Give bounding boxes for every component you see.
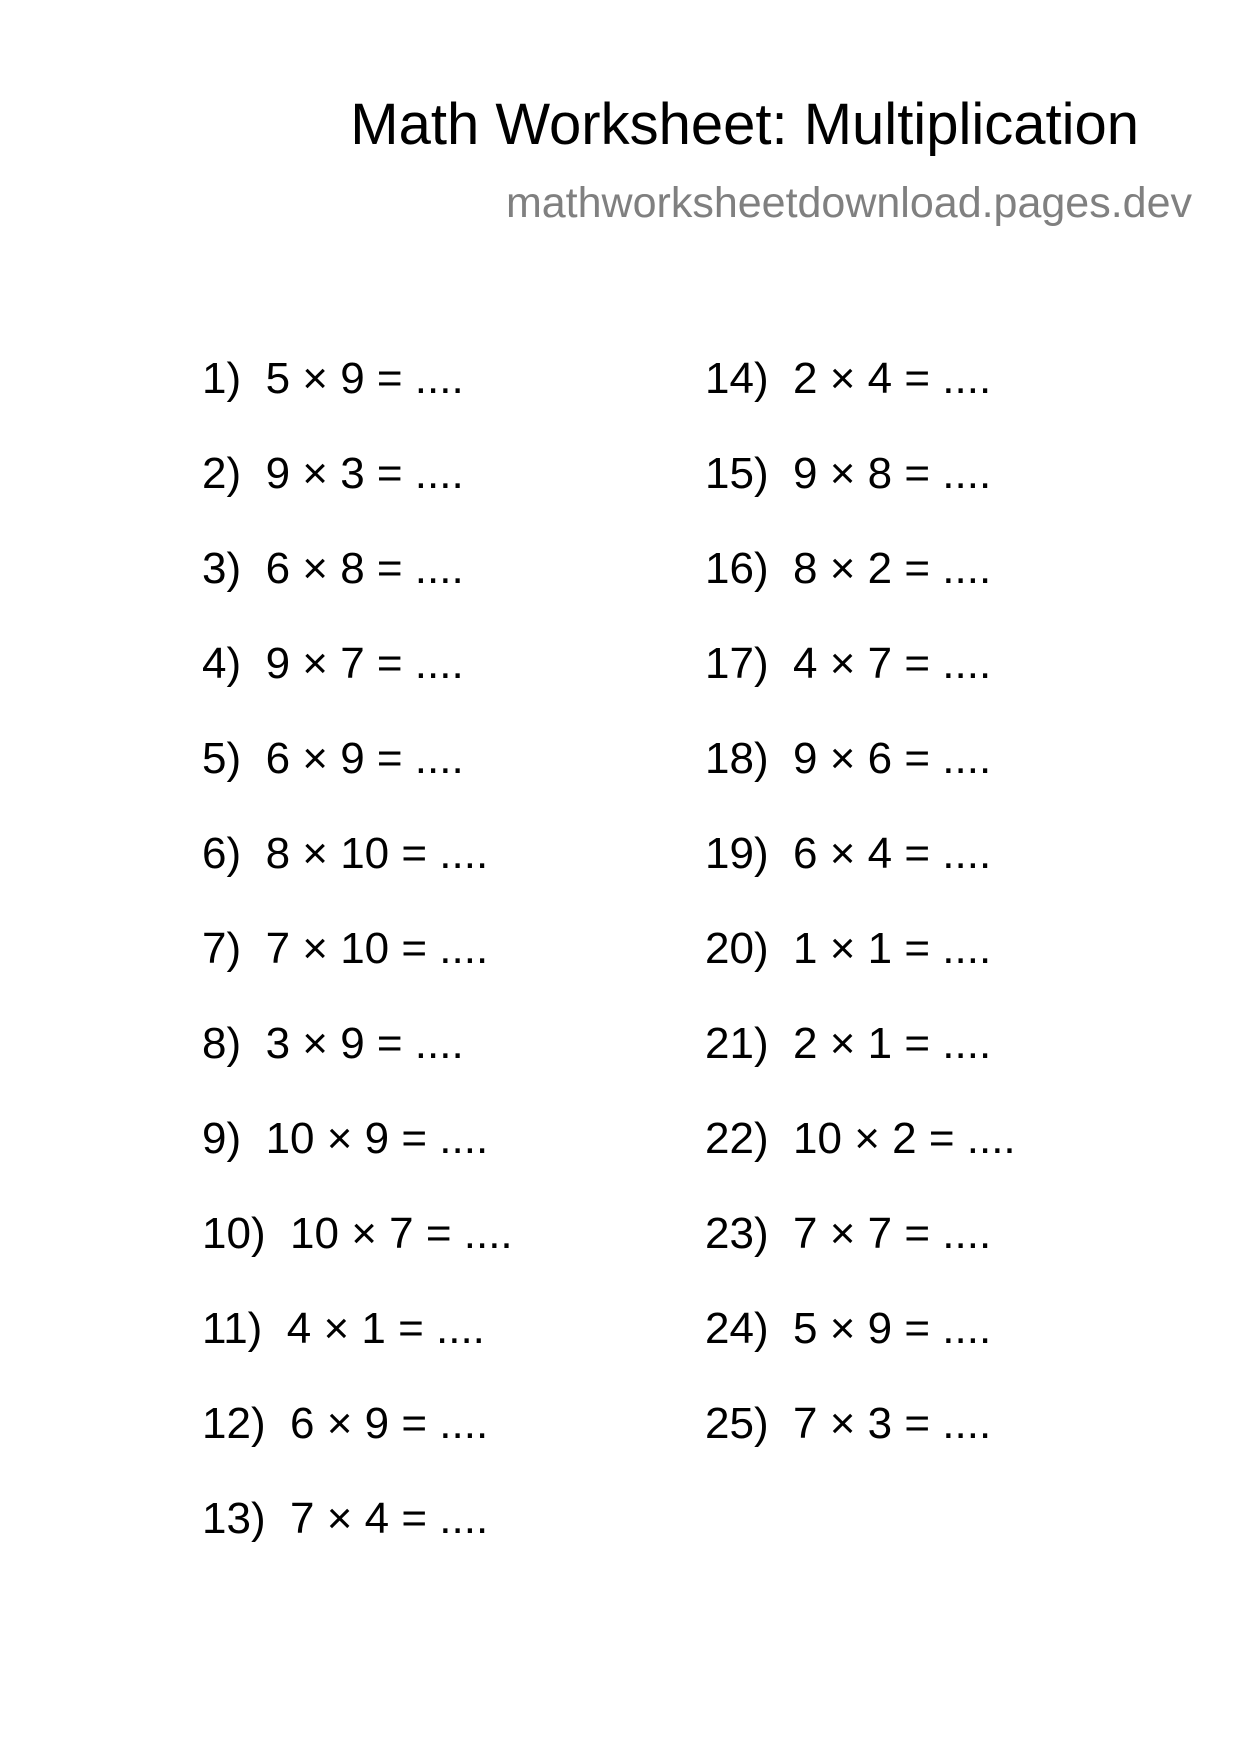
- problem-22: 22) 10 × 2 = ....: [705, 1114, 1016, 1163]
- problem-23: 23) 7 × 7 = ....: [705, 1209, 992, 1258]
- problem-20: 20) 1 × 1 = ....: [705, 924, 992, 973]
- problem-16: 16) 8 × 2 = ....: [705, 544, 992, 593]
- problem-19: 19) 6 × 4 = ....: [705, 829, 992, 878]
- problem-8: 8) 3 × 9 = ....: [202, 1019, 464, 1068]
- problem-24: 24) 5 × 9 = ....: [705, 1304, 992, 1353]
- problem-21: 21) 2 × 1 = ....: [705, 1019, 992, 1068]
- problem-14: 14) 2 × 4 = ....: [705, 354, 992, 403]
- problem-3: 3) 6 × 8 = ....: [202, 544, 464, 593]
- problem-13: 13) 7 × 4 = ....: [202, 1494, 489, 1543]
- problem-2: 2) 9 × 3 = ....: [202, 449, 464, 498]
- problem-25: 25) 7 × 3 = ....: [705, 1399, 992, 1448]
- problem-11: 11) 4 × 1 = ....: [202, 1304, 485, 1353]
- problem-15: 15) 9 × 8 = ....: [705, 449, 992, 498]
- problem-4: 4) 9 × 7 = ....: [202, 639, 464, 688]
- problem-list-right: [705, 354, 1016, 1494]
- problem-9: 9) 10 × 9 = ....: [202, 1114, 489, 1163]
- source-url: mathworksheetdownload.pages.dev: [505, 179, 1192, 227]
- problem-6: 6) 8 × 10 = ....: [202, 829, 489, 878]
- problem-10: 10) 10 × 7 = ....: [202, 1209, 513, 1258]
- problem-7: 7) 7 × 10 = ....: [202, 924, 489, 973]
- problem-1: 1) 5 × 9 = ....: [202, 354, 464, 403]
- problem-5: 5) 6 × 9 = ....: [202, 734, 464, 783]
- problem-18: 18) 9 × 6 = ....: [705, 734, 992, 783]
- problem-12: 12) 6 × 9 = ....: [202, 1399, 489, 1448]
- problem-17: 17) 4 × 7 = ....: [705, 639, 992, 688]
- page-title: Math Worksheet: Multiplication: [350, 92, 1139, 157]
- problem-list-left: [202, 354, 513, 1589]
